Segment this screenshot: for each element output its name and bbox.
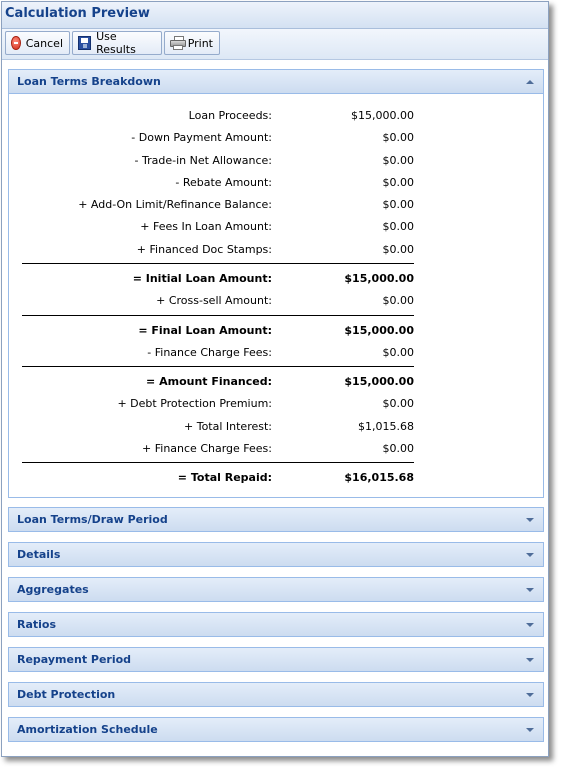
divider <box>22 462 414 463</box>
panel-header-repayment-period[interactable] <box>8 647 544 672</box>
cancel-button[interactable] <box>5 31 70 55</box>
panel-title: Amortization Schedule <box>17 723 158 736</box>
breakdown-row-finance-charge-fees <box>9 345 545 361</box>
row-label: + Add-On Limit/Refinance Balance: <box>78 198 272 211</box>
floppy-disk-icon <box>78 36 91 50</box>
panel-header-loan-terms-draw-period[interactable] <box>8 507 544 532</box>
breakdown-row-down-payment <box>9 130 545 146</box>
window-title: Calculation Preview <box>5 6 150 21</box>
row-label: Loan Proceeds: <box>188 109 272 122</box>
breakdown-row-debt-protection-premium <box>9 396 545 412</box>
row-label: + Debt Protection Premium: <box>117 397 272 410</box>
row-value: $0.00 <box>382 442 414 455</box>
row-value: $1,015.68 <box>358 420 414 433</box>
row-value: $0.00 <box>382 220 414 233</box>
panel-title: Details <box>17 548 61 561</box>
breakdown-row-doc-stamps <box>9 242 545 258</box>
row-value: $0.00 <box>382 131 414 144</box>
row-label: + Total Interest: <box>184 420 272 433</box>
panel-header-aggregates[interactable] <box>8 577 544 602</box>
panel-header-debt-protection[interactable] <box>8 682 544 707</box>
row-label: - Down Payment Amount: <box>131 131 272 144</box>
breakdown-row-rebate <box>9 175 545 191</box>
divider <box>22 263 414 264</box>
chevron-down-icon[interactable] <box>526 693 534 697</box>
row-value: $0.00 <box>382 397 414 410</box>
panel-title: Loan Terms Breakdown <box>17 75 161 88</box>
panel-header-amortization-schedule[interactable] <box>8 717 544 742</box>
row-label: + Cross-sell Amount: <box>156 294 272 307</box>
print-button-label: Print <box>187 36 213 50</box>
panel-title: Loan Terms/Draw Period <box>17 513 168 526</box>
row-label: = Amount Financed: <box>146 375 272 388</box>
chevron-up-icon[interactable] <box>526 80 534 84</box>
breakdown-row-trade-in <box>9 153 545 169</box>
row-value: $0.00 <box>382 154 414 167</box>
breakdown-row-fees-in-loan <box>9 219 545 235</box>
chevron-down-icon[interactable] <box>526 623 534 627</box>
breakdown-row-final-loan-amount <box>9 323 545 339</box>
row-label: + Fees In Loan Amount: <box>140 220 272 233</box>
chevron-down-icon[interactable] <box>526 658 534 662</box>
row-value: $0.00 <box>382 243 414 256</box>
panel-title: Aggregates <box>17 583 89 596</box>
breakdown-row-finance-charge-fees-2 <box>9 441 545 457</box>
row-label: - Rebate Amount: <box>175 176 272 189</box>
use-results-button[interactable] <box>72 31 162 55</box>
row-label: = Final Loan Amount: <box>138 324 272 337</box>
panel-header-loan-terms-breakdown[interactable] <box>8 69 544 94</box>
divider <box>22 366 414 367</box>
panel-title: Ratios <box>17 618 57 631</box>
title-bar <box>2 2 548 29</box>
row-label: = Total Repaid: <box>177 471 272 484</box>
row-value: $0.00 <box>382 346 414 359</box>
chevron-down-icon[interactable] <box>526 518 534 522</box>
row-value: $0.00 <box>382 176 414 189</box>
breakdown-row-loan-proceeds <box>9 108 545 124</box>
breakdown-row-add-on-limit <box>9 197 545 213</box>
row-value: $16,015.68 <box>344 471 414 484</box>
print-button[interactable] <box>164 31 220 55</box>
row-label: + Finance Charge Fees: <box>142 442 272 455</box>
breakdown-row-cross-sell <box>9 293 545 309</box>
row-label: - Trade-in Net Allowance: <box>134 154 272 167</box>
chevron-down-icon[interactable] <box>526 728 534 732</box>
chevron-down-icon[interactable] <box>526 588 534 592</box>
row-label: = Initial Loan Amount: <box>132 272 272 285</box>
printer-icon <box>170 36 183 50</box>
calculation-preview-window <box>1 1 549 757</box>
row-value: $0.00 <box>382 198 414 211</box>
cancel-button-label: Cancel <box>25 36 63 50</box>
row-label: - Finance Charge Fees: <box>147 346 272 359</box>
breakdown-row-initial-loan-amount <box>9 271 545 287</box>
cancel-icon <box>11 36 21 50</box>
panel-header-ratios[interactable] <box>8 612 544 637</box>
breakdown-row-amount-financed <box>9 374 545 390</box>
chevron-down-icon[interactable] <box>526 553 534 557</box>
row-label: + Financed Doc Stamps: <box>136 243 272 256</box>
loan-terms-breakdown-body <box>8 94 544 498</box>
row-value: $15,000.00 <box>344 272 414 285</box>
breakdown-row-total-interest <box>9 419 545 435</box>
panel-header-details[interactable] <box>8 542 544 567</box>
use-results-button-label: Use Results <box>96 30 136 56</box>
breakdown-row-total-repaid <box>9 470 545 486</box>
row-value: $15,000.00 <box>351 109 414 122</box>
panel-title: Debt Protection <box>17 688 116 701</box>
toolbar <box>2 29 548 60</box>
divider <box>22 315 414 316</box>
row-value: $15,000.00 <box>344 324 414 337</box>
panel-title: Repayment Period <box>17 653 132 666</box>
row-value: $15,000.00 <box>344 375 414 388</box>
row-value: $0.00 <box>382 294 414 307</box>
